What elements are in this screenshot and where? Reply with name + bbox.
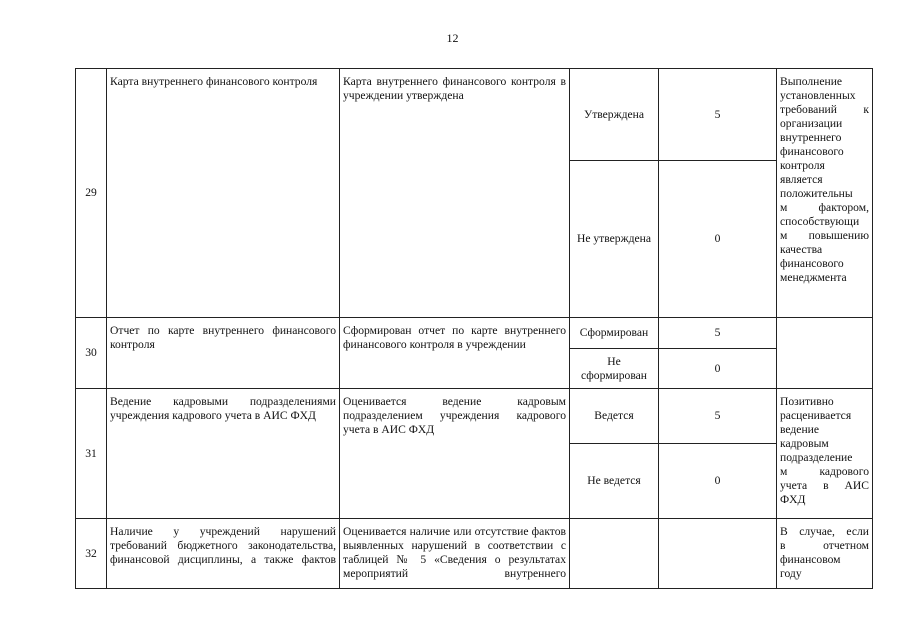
score-cell: 0 xyxy=(659,161,777,318)
criterion-cell: Ведется xyxy=(570,389,659,444)
note-line: В случае, если xyxy=(780,525,869,538)
table-row xyxy=(76,318,873,349)
score-cell: 5 xyxy=(659,318,777,349)
note-line: финансового xyxy=(780,145,844,158)
note-cell xyxy=(777,389,873,519)
score-cell: 0 xyxy=(659,349,777,389)
note-line: контроля xyxy=(780,159,825,172)
note-line: менеджмента xyxy=(780,271,847,284)
note-line: году xyxy=(780,567,802,580)
row-number: 29 xyxy=(76,69,107,318)
score-cell: 0 xyxy=(659,444,777,519)
score-cell: 5 xyxy=(659,69,777,161)
note-line: способствующи xyxy=(780,215,860,228)
criterion-cell: Не утверждена xyxy=(570,161,659,318)
table-row xyxy=(76,69,873,161)
indicator-cell: Отчет по карте внутреннего финансового контроля xyxy=(107,318,340,389)
table-row xyxy=(76,519,873,589)
note-line: м повышению xyxy=(780,229,869,242)
description-cell: Сформирован отчет по карте внутреннего финансового контроля в учреждении xyxy=(340,318,570,389)
note-line: требований к xyxy=(780,103,869,116)
criterion-cell: Не сформирован xyxy=(570,349,659,389)
note-line: кадровым xyxy=(780,437,829,450)
note-line: финансовом xyxy=(780,553,841,566)
note-line: в отчетном xyxy=(780,539,869,552)
note-line: ФХД xyxy=(780,493,806,506)
page-number: 12 xyxy=(446,31,459,45)
note-line: Позитивно xyxy=(780,395,834,408)
indicator-cell: Наличие у учреждений нарушений требований бюджетного законодательства, финансовой дисциплины, а также фактов xyxy=(107,519,340,589)
note-cell xyxy=(777,318,873,389)
note-cell xyxy=(777,519,873,589)
score-cell: 5 xyxy=(659,389,777,444)
indicator-cell: Ведение кадровыми подразделениями учреждения кадрового учета в АИС ФХД xyxy=(107,389,340,519)
note-line: установленных xyxy=(780,89,856,102)
row-number: 31 xyxy=(76,389,107,519)
criterion-cell xyxy=(570,519,659,589)
note-line: расценивается xyxy=(780,409,852,422)
note-cell xyxy=(777,69,873,318)
note-line: финансового xyxy=(780,257,844,270)
row-number: 32 xyxy=(76,519,107,589)
indicator-cell: Карта внутреннего финансового контроля xyxy=(107,69,340,318)
note-line: внутреннего xyxy=(780,131,842,144)
note-line: м кадрового xyxy=(780,465,869,478)
note-line: ведение xyxy=(780,423,819,436)
table-row xyxy=(76,389,873,444)
note-line: м фактором, xyxy=(780,201,869,214)
score-cell xyxy=(659,519,777,589)
note-line: подразделение xyxy=(780,451,853,464)
note-line: положительны xyxy=(780,187,853,200)
description-cell: Оценивается ведение кадровым подразделением учреждения кадрового учета в АИС ФХД xyxy=(340,389,570,519)
criterion-cell: Утверждена xyxy=(570,69,659,161)
note-line: Выполнение xyxy=(780,75,843,88)
criterion-cell: Не ведется xyxy=(570,444,659,519)
description-cell: Оценивается наличие или отсутствие фактов выявленных нарушений в соответствии с таблицей № 5 «Сведения о результатах мероприятий внутреннего xyxy=(340,519,570,589)
note-line: является xyxy=(780,173,823,186)
row-number: 30 xyxy=(76,318,107,389)
note-line: учета в АИС xyxy=(780,479,869,492)
note-line: организации xyxy=(780,117,843,130)
evaluation-table xyxy=(75,68,873,589)
note-line: качества xyxy=(780,243,823,256)
criterion-cell: Сформирован xyxy=(570,318,659,349)
description-cell: Карта внутреннего финансового контроля в учреждении утверждена xyxy=(340,69,570,318)
